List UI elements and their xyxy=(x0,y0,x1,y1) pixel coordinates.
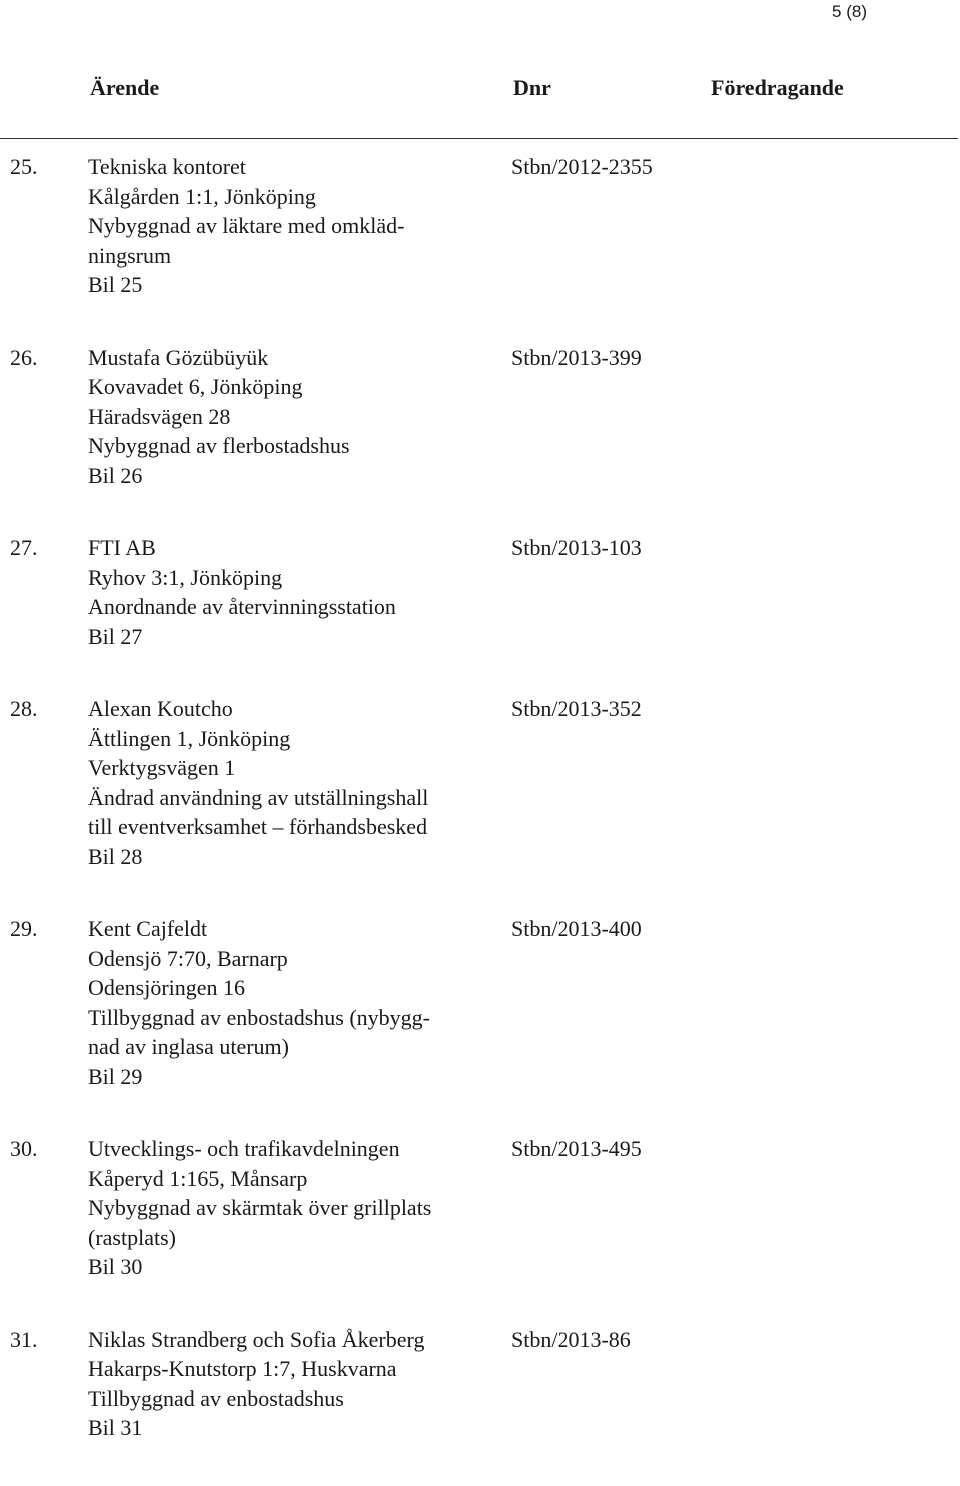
item-description-line: ningsrum xyxy=(88,242,172,268)
header-foredragande: Föredragande xyxy=(711,75,844,100)
item-description-line: till eventverksamhet – förhandsbesked xyxy=(88,814,428,839)
item-description-line: Verktygsvägen 1 xyxy=(88,755,236,780)
item-dnr: Stbn/2013-399 xyxy=(511,344,642,370)
item-number: 28. xyxy=(10,696,38,721)
item-dnr: Stbn/2013-86 xyxy=(511,1326,631,1352)
item-description-line: Ryhov 3:1, Jönköping xyxy=(88,564,283,590)
header-arende: Ärende xyxy=(90,75,160,100)
item-description-line: Bil 31 xyxy=(88,1415,143,1440)
header-divider xyxy=(0,138,958,139)
item-dnr: Stbn/2013-103 xyxy=(511,535,642,560)
item-description-line: Ättlingen 1, Jönköping xyxy=(88,725,291,751)
item-description-line: Nybyggnad av flerbostadshus xyxy=(88,433,350,458)
item-description-line: Tillbyggnad av enbostadshus xyxy=(88,1385,344,1411)
item-description-line: Anordnande av återvinningsstation xyxy=(88,594,396,619)
item-description-line: Tekniska kontoret xyxy=(88,154,246,179)
item-number: 29. xyxy=(10,916,38,941)
agenda-item xyxy=(0,1325,960,1443)
item-dnr: Stbn/2013-352 xyxy=(511,696,642,721)
agenda-item xyxy=(0,533,960,651)
item-description xyxy=(88,1325,488,1443)
item-number: 30. xyxy=(10,1136,38,1161)
item-dnr: Stbn/2013-400 xyxy=(511,916,642,941)
agenda-item xyxy=(0,343,960,491)
item-description xyxy=(88,533,488,651)
agenda-item-list xyxy=(0,152,960,1486)
item-description-line: Kovavadet 6, Jönköping xyxy=(88,374,303,399)
page-number: 5 (8) xyxy=(832,2,867,21)
item-description-line: Häradsvägen 28 xyxy=(88,403,231,429)
item-description-line: nad av inglasa uterum) xyxy=(88,1034,289,1059)
header-dnr: Dnr xyxy=(513,75,551,100)
item-description-line: Niklas Strandberg och Sofia Åkerberg xyxy=(88,1326,425,1352)
item-description-line: Bil 25 xyxy=(88,272,143,297)
item-description-line: Nybyggnad av skärmtak över grillplats xyxy=(88,1195,432,1220)
item-description-line: Kålgården 1:1, Jönköping xyxy=(88,183,316,209)
item-description-line: Hakarps-Knutstorp 1:7, Huskvarna xyxy=(88,1356,397,1381)
item-number: 25. xyxy=(10,154,38,179)
item-description-line: Bil 27 xyxy=(88,623,143,649)
agenda-item xyxy=(0,1134,960,1282)
item-number: 27. xyxy=(10,535,38,560)
item-description xyxy=(88,694,488,871)
item-description-line: Utvecklings- och trafikavdelningen xyxy=(88,1136,400,1161)
item-description-line: Tillbyggnad av enbostadshus (nybygg- xyxy=(88,1004,431,1030)
agenda-item xyxy=(0,694,960,871)
item-description-line: FTI AB xyxy=(88,535,156,560)
item-description-line: Mustafa Gözübüyük xyxy=(88,344,269,370)
item-dnr: Stbn/2012-2355 xyxy=(511,154,653,179)
item-description-line: Kent Cajfeldt xyxy=(88,916,208,941)
item-description xyxy=(88,1134,488,1282)
item-description-line: Odensjö 7:70, Barnarp xyxy=(88,945,288,971)
item-description-line: Bil 28 xyxy=(88,843,143,869)
column-header xyxy=(0,74,960,104)
item-description-line: Ändrad användning av utställningshall xyxy=(88,784,429,810)
agenda-item xyxy=(0,914,960,1091)
item-description-line: Bil 26 xyxy=(88,462,143,488)
item-number: 31. xyxy=(10,1326,38,1352)
agenda-item xyxy=(0,152,960,300)
item-description xyxy=(88,343,488,491)
item-description-line: Odensjöringen 16 xyxy=(88,975,246,1000)
item-description-line: Kåperyd 1:165, Månsarp xyxy=(88,1165,308,1191)
item-description-line: Nybyggnad av läktare med omkläd- xyxy=(88,213,405,238)
item-description-line: Bil 29 xyxy=(88,1063,143,1089)
item-description xyxy=(88,152,488,300)
item-description xyxy=(88,914,488,1091)
item-dnr: Stbn/2013-495 xyxy=(511,1136,642,1161)
item-description-line: (rastplats) xyxy=(88,1224,176,1250)
item-number: 26. xyxy=(10,344,38,370)
item-description-line: Alexan Koutcho xyxy=(88,696,233,721)
item-description-line: Bil 30 xyxy=(88,1254,143,1279)
